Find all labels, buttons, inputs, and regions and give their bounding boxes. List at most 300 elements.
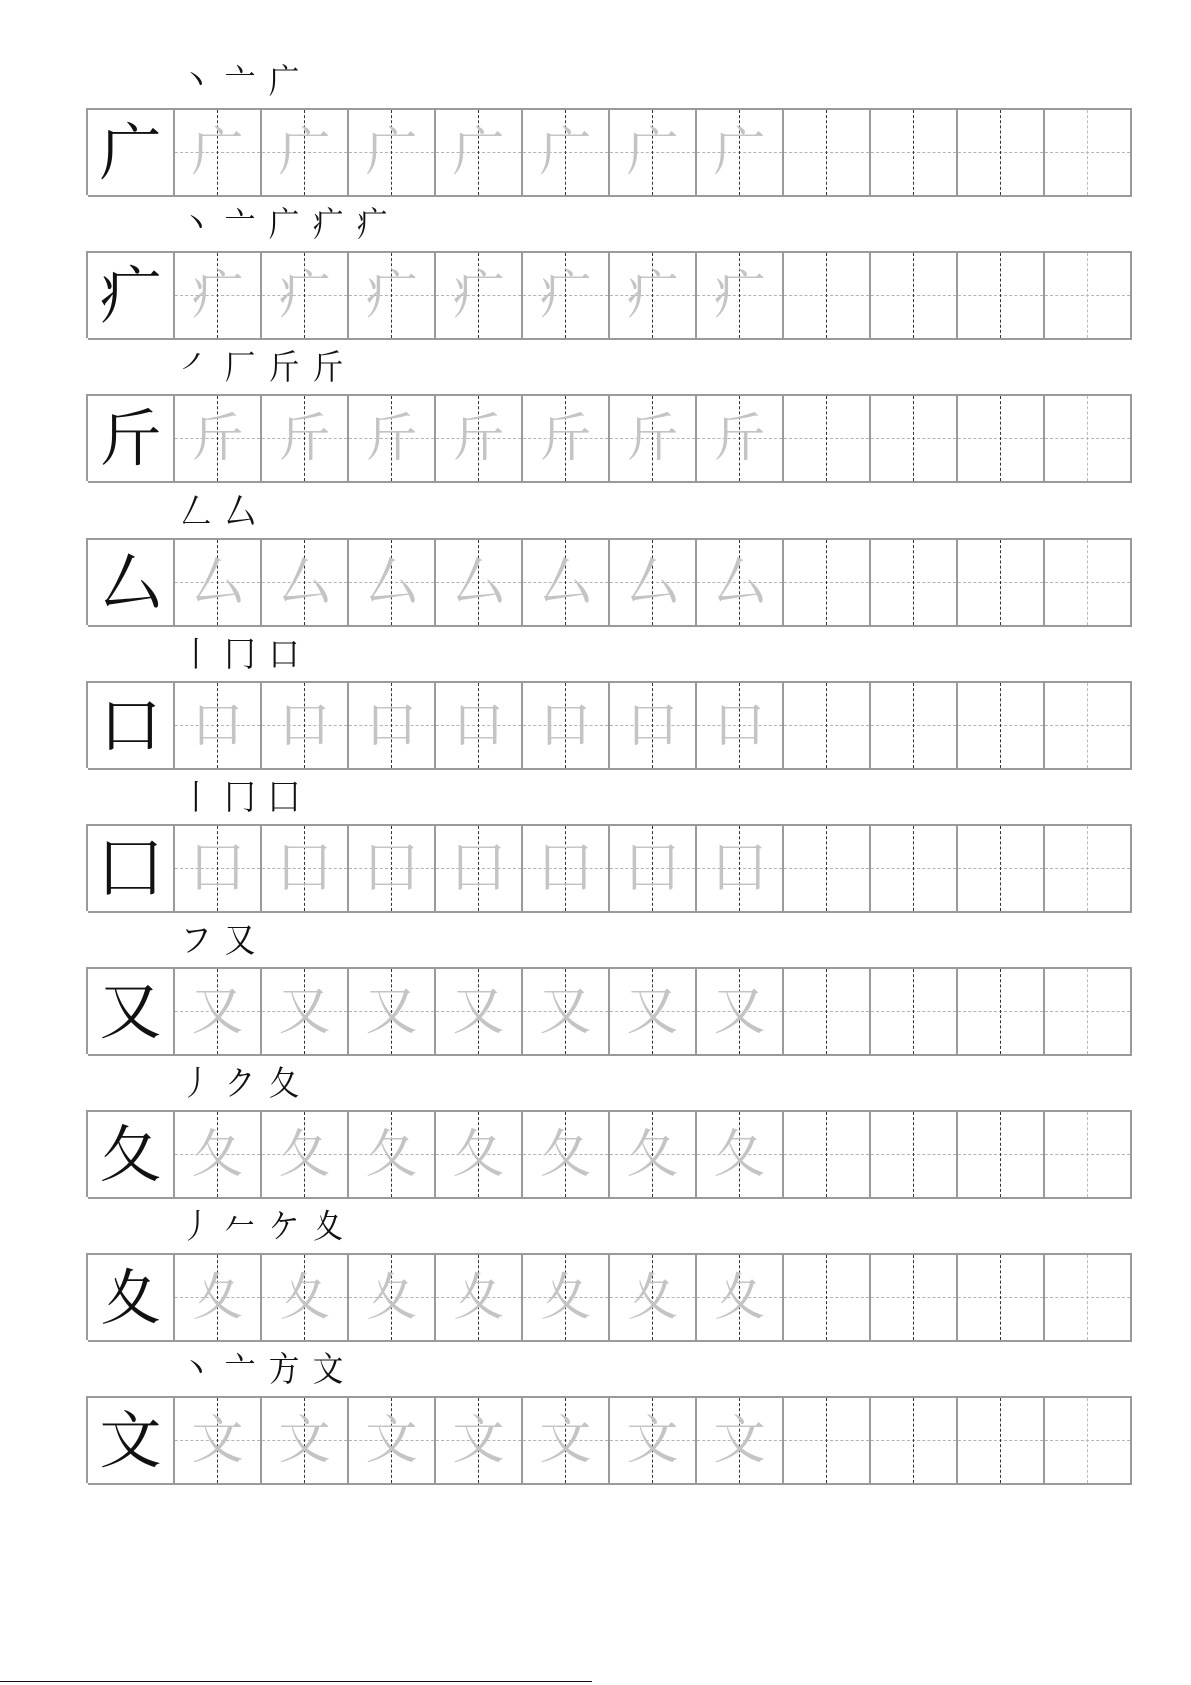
trace-cell[interactable] bbox=[523, 108, 610, 197]
trace-character: 疒 bbox=[539, 265, 592, 326]
blank-practice-cell[interactable] bbox=[1045, 538, 1132, 627]
trace-character: 又 bbox=[278, 981, 331, 1042]
vertical-guide-line bbox=[1087, 969, 1088, 1054]
trace-cell[interactable] bbox=[349, 251, 436, 340]
stroke-step: 𠃋 bbox=[180, 492, 212, 532]
trace-cell[interactable] bbox=[697, 108, 784, 197]
trace-character: 疒 bbox=[452, 265, 505, 326]
model-cell bbox=[88, 394, 175, 483]
trace-character: 夂 bbox=[539, 1124, 592, 1185]
model-cell bbox=[88, 1110, 175, 1199]
vertical-guide-line bbox=[1087, 540, 1088, 625]
vertical-guide-line bbox=[913, 253, 914, 338]
vertical-guide-line bbox=[1000, 110, 1001, 195]
vertical-guide-line bbox=[1087, 826, 1088, 911]
trace-character: 夂 bbox=[365, 1124, 418, 1185]
stroke-step: ク bbox=[224, 1064, 256, 1104]
trace-character: 疒 bbox=[365, 265, 418, 326]
model-character: 又 bbox=[99, 974, 162, 1048]
blank-practice-cell[interactable] bbox=[871, 394, 958, 483]
stroke-step: 亠 bbox=[224, 1350, 256, 1390]
trace-cell[interactable] bbox=[436, 1396, 523, 1485]
blank-practice-cell[interactable] bbox=[958, 394, 1045, 483]
trace-cell[interactable] bbox=[697, 538, 784, 627]
blank-practice-cell[interactable] bbox=[958, 681, 1045, 770]
vertical-guide-line bbox=[1000, 969, 1001, 1054]
trace-character: 夊 bbox=[365, 1267, 418, 1328]
model-character: 厶 bbox=[99, 545, 162, 619]
trace-character: 斤 bbox=[452, 408, 505, 469]
trace-character: 厶 bbox=[365, 552, 418, 613]
vertical-guide-line bbox=[826, 969, 827, 1054]
blank-practice-cell[interactable] bbox=[1045, 108, 1132, 197]
stroke-order-sequence bbox=[179, 338, 355, 388]
trace-cell[interactable] bbox=[175, 1253, 262, 1342]
stroke-step: 口 bbox=[268, 635, 300, 675]
trace-cell[interactable] bbox=[262, 394, 349, 483]
trace-cell[interactable] bbox=[262, 538, 349, 627]
trace-cell[interactable] bbox=[697, 1396, 784, 1485]
stroke-step: ケ bbox=[268, 1207, 300, 1247]
vertical-guide-line bbox=[1000, 540, 1001, 625]
trace-cell[interactable] bbox=[349, 681, 436, 770]
trace-character: 广 bbox=[713, 122, 766, 183]
model-cell bbox=[88, 1253, 175, 1342]
trace-cell[interactable] bbox=[523, 1253, 610, 1342]
trace-character: 囗 bbox=[191, 838, 244, 899]
trace-cell[interactable] bbox=[523, 681, 610, 770]
trace-character: 夊 bbox=[191, 1267, 244, 1328]
trace-cell[interactable] bbox=[436, 1253, 523, 1342]
trace-cell[interactable] bbox=[175, 824, 262, 913]
trace-character: 文 bbox=[191, 1410, 244, 1471]
trace-cell[interactable] bbox=[262, 251, 349, 340]
model-character: 口 bbox=[99, 688, 162, 762]
trace-character: 口 bbox=[278, 695, 331, 756]
model-cell bbox=[88, 824, 175, 913]
stroke-order-sequence bbox=[179, 195, 399, 245]
trace-cell[interactable] bbox=[349, 824, 436, 913]
blank-practice-cell[interactable] bbox=[958, 1110, 1045, 1199]
stroke-step: 广 bbox=[268, 62, 300, 102]
trace-cell[interactable] bbox=[697, 394, 784, 483]
stroke-step: 亠 bbox=[224, 62, 256, 102]
trace-character: 文 bbox=[626, 1410, 679, 1471]
blank-practice-cell[interactable] bbox=[871, 1396, 958, 1485]
trace-character: 疒 bbox=[713, 265, 766, 326]
stroke-step: 丶 bbox=[180, 1350, 212, 1390]
trace-cell[interactable] bbox=[523, 967, 610, 1056]
model-cell bbox=[88, 538, 175, 627]
trace-cell[interactable] bbox=[349, 108, 436, 197]
trace-cell[interactable] bbox=[523, 1396, 610, 1485]
blank-practice-cell[interactable] bbox=[1045, 967, 1132, 1056]
stroke-step: 丨 bbox=[180, 635, 212, 675]
blank-practice-cell[interactable] bbox=[871, 1253, 958, 1342]
trace-cell[interactable] bbox=[175, 1396, 262, 1485]
stroke-step: 疒 bbox=[312, 205, 344, 245]
stroke-order-sequence bbox=[179, 1340, 355, 1390]
trace-cell[interactable] bbox=[697, 967, 784, 1056]
trace-character: 疒 bbox=[626, 265, 679, 326]
vertical-guide-line bbox=[913, 110, 914, 195]
stroke-step: フ bbox=[180, 921, 212, 961]
trace-character: 厶 bbox=[713, 552, 766, 613]
trace-cell[interactable] bbox=[175, 538, 262, 627]
stroke-step: 冂 bbox=[224, 635, 256, 675]
trace-character: 夊 bbox=[452, 1267, 505, 1328]
trace-cell[interactable] bbox=[262, 1396, 349, 1485]
trace-cell[interactable] bbox=[436, 824, 523, 913]
vertical-guide-line bbox=[913, 396, 914, 481]
trace-character: 斤 bbox=[278, 408, 331, 469]
blank-practice-cell[interactable] bbox=[1045, 1253, 1132, 1342]
stroke-step: 文 bbox=[312, 1350, 344, 1390]
character-block bbox=[0, 195, 1191, 348]
trace-cell[interactable] bbox=[175, 967, 262, 1056]
trace-cell[interactable] bbox=[349, 394, 436, 483]
blank-practice-cell[interactable] bbox=[784, 967, 871, 1056]
trace-character: 囗 bbox=[278, 838, 331, 899]
stroke-step: 斤 bbox=[268, 348, 300, 388]
practice-grid-row bbox=[86, 1110, 1132, 1197]
trace-cell[interactable] bbox=[349, 1396, 436, 1485]
trace-cell[interactable] bbox=[175, 108, 262, 197]
trace-character: 文 bbox=[452, 1410, 505, 1471]
trace-cell[interactable] bbox=[349, 1253, 436, 1342]
blank-practice-cell[interactable] bbox=[1045, 824, 1132, 913]
blank-practice-cell[interactable] bbox=[1045, 681, 1132, 770]
vertical-guide-line bbox=[913, 969, 914, 1054]
trace-cell[interactable] bbox=[610, 251, 697, 340]
trace-cell[interactable] bbox=[175, 394, 262, 483]
trace-cell[interactable] bbox=[523, 824, 610, 913]
vertical-guide-line bbox=[826, 540, 827, 625]
trace-cell[interactable] bbox=[436, 1110, 523, 1199]
trace-cell[interactable] bbox=[349, 538, 436, 627]
model-character: 文 bbox=[99, 1403, 162, 1477]
blank-practice-cell[interactable] bbox=[958, 251, 1045, 340]
trace-cell[interactable] bbox=[697, 251, 784, 340]
stroke-order-sequence bbox=[179, 768, 311, 818]
trace-character: 夂 bbox=[626, 1124, 679, 1185]
blank-practice-cell[interactable] bbox=[1045, 394, 1132, 483]
vertical-guide-line bbox=[1087, 683, 1088, 768]
trace-character: 斤 bbox=[365, 408, 418, 469]
trace-character: 斤 bbox=[713, 408, 766, 469]
trace-character: 夊 bbox=[539, 1267, 592, 1328]
vertical-guide-line bbox=[826, 396, 827, 481]
trace-cell[interactable] bbox=[262, 824, 349, 913]
trace-cell[interactable] bbox=[262, 967, 349, 1056]
blank-practice-cell[interactable] bbox=[958, 967, 1045, 1056]
stroke-step: 丶 bbox=[180, 205, 212, 245]
character-block bbox=[0, 482, 1191, 635]
blank-practice-cell[interactable] bbox=[784, 1396, 871, 1485]
vertical-guide-line bbox=[1087, 1255, 1088, 1340]
trace-character: 疒 bbox=[278, 265, 331, 326]
character-block bbox=[0, 768, 1191, 921]
trace-cell[interactable] bbox=[697, 1110, 784, 1199]
trace-cell[interactable] bbox=[523, 251, 610, 340]
stroke-order-sequence bbox=[179, 911, 267, 961]
trace-character: 口 bbox=[191, 695, 244, 756]
blank-practice-cell[interactable] bbox=[784, 108, 871, 197]
blank-practice-cell[interactable] bbox=[1045, 251, 1132, 340]
trace-character: 夂 bbox=[452, 1124, 505, 1185]
blank-practice-cell[interactable] bbox=[784, 394, 871, 483]
model-character: 斤 bbox=[99, 401, 162, 475]
model-character: 夂 bbox=[99, 1117, 162, 1191]
blank-practice-cell[interactable] bbox=[784, 251, 871, 340]
trace-character: 厶 bbox=[191, 552, 244, 613]
trace-cell[interactable] bbox=[436, 967, 523, 1056]
stroke-step: 夊 bbox=[312, 1207, 344, 1247]
trace-cell[interactable] bbox=[436, 108, 523, 197]
vertical-guide-line bbox=[826, 683, 827, 768]
vertical-guide-line bbox=[1000, 1112, 1001, 1197]
trace-cell[interactable] bbox=[523, 538, 610, 627]
trace-character: 文 bbox=[539, 1410, 592, 1471]
practice-grid-row bbox=[86, 538, 1132, 625]
trace-cell[interactable] bbox=[436, 251, 523, 340]
trace-character: 又 bbox=[713, 981, 766, 1042]
stroke-step: 亠 bbox=[224, 205, 256, 245]
trace-character: 夊 bbox=[713, 1267, 766, 1328]
vertical-guide-line bbox=[913, 683, 914, 768]
trace-character: 囗 bbox=[539, 838, 592, 899]
blank-practice-cell[interactable] bbox=[871, 824, 958, 913]
trace-character: 厶 bbox=[278, 552, 331, 613]
stroke-step: 广 bbox=[268, 205, 300, 245]
vertical-guide-line bbox=[913, 1398, 914, 1483]
vertical-guide-line bbox=[1000, 683, 1001, 768]
stroke-step: 囗 bbox=[268, 778, 300, 818]
trace-character: 夂 bbox=[713, 1124, 766, 1185]
trace-cell[interactable] bbox=[262, 681, 349, 770]
blank-practice-cell[interactable] bbox=[784, 1253, 871, 1342]
blank-practice-cell[interactable] bbox=[871, 108, 958, 197]
blank-practice-cell[interactable] bbox=[871, 251, 958, 340]
blank-practice-cell[interactable] bbox=[871, 1110, 958, 1199]
vertical-guide-line bbox=[1000, 1255, 1001, 1340]
blank-practice-cell[interactable] bbox=[958, 1396, 1045, 1485]
trace-cell[interactable] bbox=[436, 681, 523, 770]
vertical-guide-line bbox=[1087, 253, 1088, 338]
trace-character: 又 bbox=[191, 981, 244, 1042]
model-cell bbox=[88, 108, 175, 197]
practice-grid-row bbox=[86, 251, 1132, 338]
vertical-guide-line bbox=[1087, 396, 1088, 481]
model-cell bbox=[88, 967, 175, 1056]
model-cell bbox=[88, 251, 175, 340]
trace-character: 夂 bbox=[191, 1124, 244, 1185]
trace-character: 厶 bbox=[626, 552, 679, 613]
vertical-guide-line bbox=[1000, 1398, 1001, 1483]
stroke-step: 疒 bbox=[356, 205, 388, 245]
trace-character: 又 bbox=[539, 981, 592, 1042]
trace-character: 又 bbox=[365, 981, 418, 1042]
trace-character: 斤 bbox=[539, 408, 592, 469]
practice-grid-row bbox=[86, 824, 1132, 911]
practice-grid-row bbox=[86, 394, 1132, 481]
character-block bbox=[0, 1340, 1191, 1493]
vertical-guide-line bbox=[913, 1112, 914, 1197]
practice-grid-row bbox=[86, 108, 1132, 195]
trace-cell[interactable] bbox=[610, 394, 697, 483]
stroke-order-sequence bbox=[179, 52, 311, 102]
vertical-guide-line bbox=[1000, 396, 1001, 481]
trace-character: 囗 bbox=[626, 838, 679, 899]
blank-practice-cell[interactable] bbox=[958, 824, 1045, 913]
trace-cell[interactable] bbox=[610, 824, 697, 913]
stroke-order-sequence bbox=[179, 482, 267, 532]
stroke-order-sequence bbox=[179, 625, 311, 675]
vertical-guide-line bbox=[1000, 253, 1001, 338]
character-block bbox=[0, 338, 1191, 491]
practice-grid-row bbox=[86, 1253, 1132, 1340]
trace-character: 囗 bbox=[452, 838, 505, 899]
character-block bbox=[0, 52, 1191, 205]
practice-grid-row bbox=[86, 681, 1132, 768]
blank-practice-cell[interactable] bbox=[958, 108, 1045, 197]
trace-character: 文 bbox=[278, 1410, 331, 1471]
model-cell bbox=[88, 1396, 175, 1485]
trace-character: 厶 bbox=[539, 552, 592, 613]
trace-cell[interactable] bbox=[436, 394, 523, 483]
vertical-guide-line bbox=[1087, 110, 1088, 195]
trace-character: 囗 bbox=[713, 838, 766, 899]
trace-cell[interactable] bbox=[262, 108, 349, 197]
trace-character: 广 bbox=[626, 122, 679, 183]
trace-character: 疒 bbox=[191, 265, 244, 326]
vertical-guide-line bbox=[1087, 1112, 1088, 1197]
vertical-guide-line bbox=[826, 1112, 827, 1197]
stroke-step: 厶 bbox=[224, 492, 256, 532]
blank-practice-cell[interactable] bbox=[871, 967, 958, 1056]
practice-grid-row bbox=[86, 1396, 1132, 1483]
stroke-step: 丶 bbox=[180, 62, 212, 102]
model-cell bbox=[88, 681, 175, 770]
trace-character: 口 bbox=[539, 695, 592, 756]
stroke-step: 丨 bbox=[180, 778, 212, 818]
trace-cell[interactable] bbox=[175, 251, 262, 340]
trace-character: 又 bbox=[626, 981, 679, 1042]
blank-practice-cell[interactable] bbox=[784, 824, 871, 913]
trace-cell[interactable] bbox=[610, 1110, 697, 1199]
blank-practice-cell[interactable] bbox=[958, 1253, 1045, 1342]
trace-cell[interactable] bbox=[610, 1253, 697, 1342]
trace-cell[interactable] bbox=[523, 394, 610, 483]
stroke-step: 又 bbox=[224, 921, 256, 961]
stroke-step: ㇒ bbox=[180, 348, 212, 388]
blank-practice-cell[interactable] bbox=[1045, 1396, 1132, 1485]
blank-practice-cell[interactable] bbox=[871, 681, 958, 770]
trace-character: 斤 bbox=[626, 408, 679, 469]
model-character: 囗 bbox=[99, 831, 162, 905]
vertical-guide-line bbox=[826, 826, 827, 911]
character-block bbox=[0, 1197, 1191, 1350]
vertical-guide-line bbox=[826, 253, 827, 338]
trace-character: 广 bbox=[452, 122, 505, 183]
model-character: 疒 bbox=[99, 258, 162, 332]
trace-character: 文 bbox=[365, 1410, 418, 1471]
trace-character: 广 bbox=[191, 122, 244, 183]
vertical-guide-line bbox=[1087, 1398, 1088, 1483]
vertical-guide-line bbox=[1000, 826, 1001, 911]
stroke-step: 厂 bbox=[224, 348, 256, 388]
trace-cell[interactable] bbox=[175, 1110, 262, 1199]
vertical-guide-line bbox=[913, 1255, 914, 1340]
vertical-guide-line bbox=[826, 1255, 827, 1340]
trace-cell[interactable] bbox=[349, 1110, 436, 1199]
trace-character: 广 bbox=[539, 122, 592, 183]
blank-practice-cell[interactable] bbox=[958, 538, 1045, 627]
character-block bbox=[0, 911, 1191, 1064]
trace-cell[interactable] bbox=[175, 681, 262, 770]
blank-practice-cell[interactable] bbox=[784, 538, 871, 627]
trace-character: 口 bbox=[626, 695, 679, 756]
trace-cell[interactable] bbox=[697, 1253, 784, 1342]
stroke-step: 斤 bbox=[312, 348, 344, 388]
trace-character: 口 bbox=[452, 695, 505, 756]
vertical-guide-line bbox=[826, 110, 827, 195]
trace-character: 囗 bbox=[365, 838, 418, 899]
trace-character: 夂 bbox=[278, 1124, 331, 1185]
trace-character: 文 bbox=[713, 1410, 766, 1471]
trace-character: 夊 bbox=[626, 1267, 679, 1328]
model-character: 夊 bbox=[99, 1260, 162, 1334]
stroke-step: 夂 bbox=[268, 1064, 300, 1104]
trace-cell[interactable] bbox=[697, 681, 784, 770]
trace-cell[interactable] bbox=[610, 967, 697, 1056]
trace-cell[interactable] bbox=[610, 108, 697, 197]
blank-practice-cell[interactable] bbox=[784, 681, 871, 770]
trace-character: 口 bbox=[713, 695, 766, 756]
trace-cell[interactable] bbox=[262, 1110, 349, 1199]
trace-cell[interactable] bbox=[523, 1110, 610, 1199]
stroke-step: 丿 bbox=[180, 1207, 212, 1247]
model-character: 广 bbox=[99, 115, 162, 189]
footer-rule bbox=[0, 1681, 592, 1682]
trace-character: 广 bbox=[278, 122, 331, 183]
trace-character: 又 bbox=[452, 981, 505, 1042]
trace-character: 夊 bbox=[278, 1267, 331, 1328]
trace-cell[interactable] bbox=[697, 824, 784, 913]
stroke-step: 方 bbox=[268, 1350, 300, 1390]
blank-practice-cell[interactable] bbox=[1045, 1110, 1132, 1199]
trace-cell[interactable] bbox=[262, 1253, 349, 1342]
trace-cell[interactable] bbox=[349, 967, 436, 1056]
trace-character: 斤 bbox=[191, 408, 244, 469]
trace-cell[interactable] bbox=[610, 681, 697, 770]
trace-cell[interactable] bbox=[610, 1396, 697, 1485]
character-block bbox=[0, 1054, 1191, 1207]
stroke-step: 𠂉 bbox=[224, 1207, 256, 1247]
stroke-step: 冂 bbox=[224, 778, 256, 818]
trace-cell[interactable] bbox=[436, 538, 523, 627]
character-block bbox=[0, 625, 1191, 778]
vertical-guide-line bbox=[913, 540, 914, 625]
trace-character: 厶 bbox=[452, 552, 505, 613]
stroke-order-sequence bbox=[179, 1054, 311, 1104]
practice-grid-row bbox=[86, 967, 1132, 1054]
blank-practice-cell[interactable] bbox=[871, 538, 958, 627]
trace-cell[interactable] bbox=[610, 538, 697, 627]
trace-character: 广 bbox=[365, 122, 418, 183]
vertical-guide-line bbox=[826, 1398, 827, 1483]
blank-practice-cell[interactable] bbox=[784, 1110, 871, 1199]
